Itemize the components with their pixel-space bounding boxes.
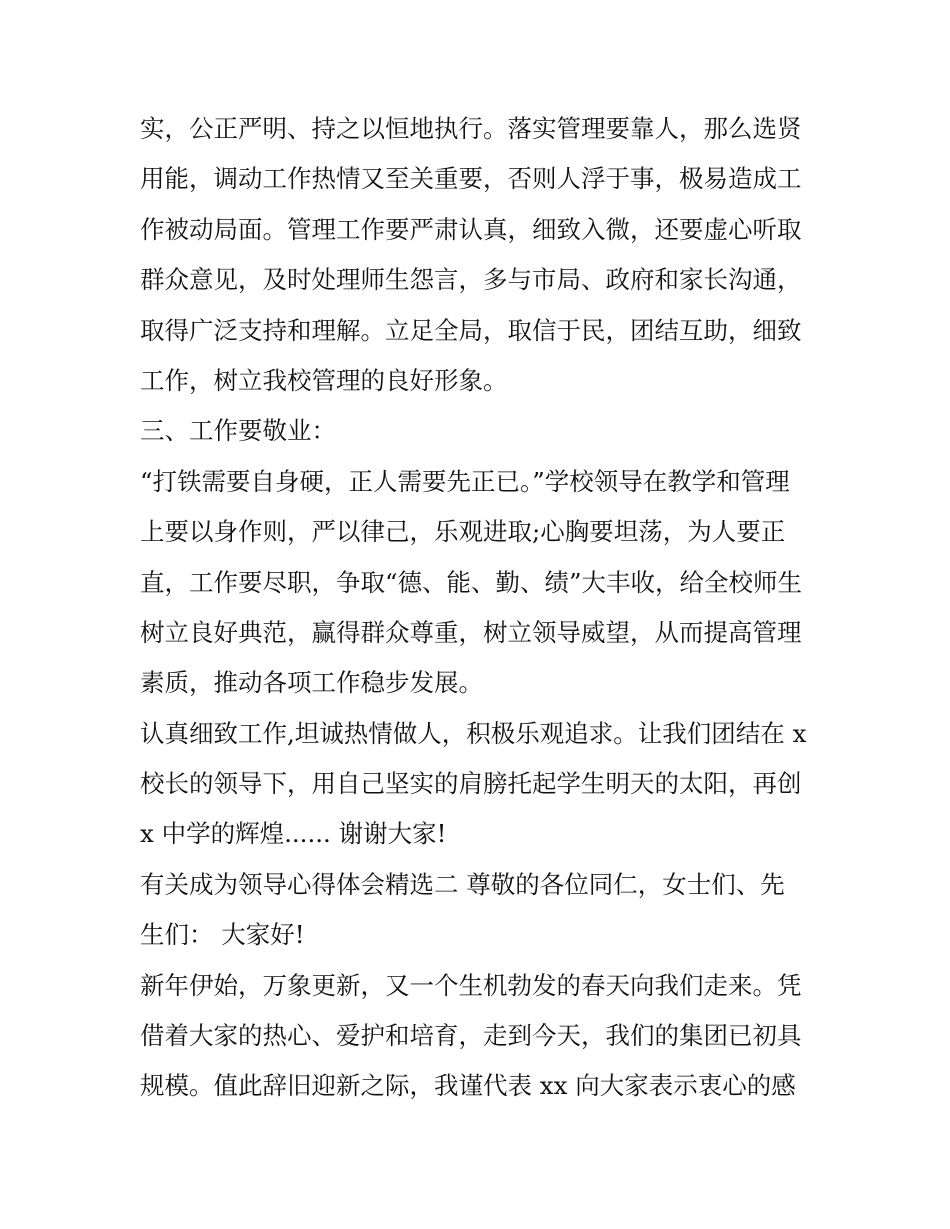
text-line: 有关成为领导心得体会精选二 尊敬的各位同仁，女士们、先: [140, 869, 785, 899]
document-body: [140, 104, 820, 1112]
text-line: 树立良好典范，赢得群众尊重，树立领导威望，从而提高管理: [140, 617, 802, 647]
text-line: 规模。值此辞旧迎新之际，我谨代表 xx 向大家表示衷心的感: [140, 1071, 796, 1101]
text-line: 取得广泛支持和理解。立足全局，取信于民，团结互助，细致: [140, 315, 802, 345]
text-line: 素质，推动各项工作稳步发展。: [140, 668, 483, 698]
text-line: 认真细致工作,坦诚热情做人，积极乐观追求。让我们团结在 x: [140, 718, 807, 748]
text-line: 作被动局面。管理工作要严肃认真，细致入微，还要虚心听取: [140, 214, 802, 244]
text-line: x 中学的辉煌...... 谢谢大家!: [140, 819, 447, 849]
text-line: 新年伊始，万象更新，又一个生机勃发的春天向我们走来。凭: [140, 970, 802, 1000]
text-line: “打铁需要自身硬，正人需要先正已。”学校领导在教学和管理: [140, 466, 790, 496]
text-line: 群众意见，及时处理师生怨言，多与市局、政府和家长沟通，: [140, 265, 802, 295]
text-line: 用能，调动工作热情又至关重要，否则人浮于事，极易造成工: [140, 164, 802, 194]
text-line: 工作，树立我校管理的良好形象。: [140, 365, 508, 395]
text-line: 校长的领导下，用自己坚实的肩膀托起学生明天的太阳，再创: [140, 769, 802, 799]
text-line: 直，工作要尽职，争取“德、能、勤、绩”大丰收，给全校师生: [140, 567, 803, 597]
text-line: 借着大家的热心、爱护和培育，走到今天，我们的集团已初具: [140, 1021, 802, 1051]
text-line: 上要以身作则，严以律己，乐观进取;心胸要坦荡，为人要正: [140, 517, 786, 547]
text-line: 实，公正严明、持之以恒地执行。落实管理要靠人，那么选贤: [140, 114, 802, 143]
section-heading: 三、工作要敬业：: [140, 416, 336, 446]
text-line: 生们： 大家好!: [140, 920, 305, 950]
